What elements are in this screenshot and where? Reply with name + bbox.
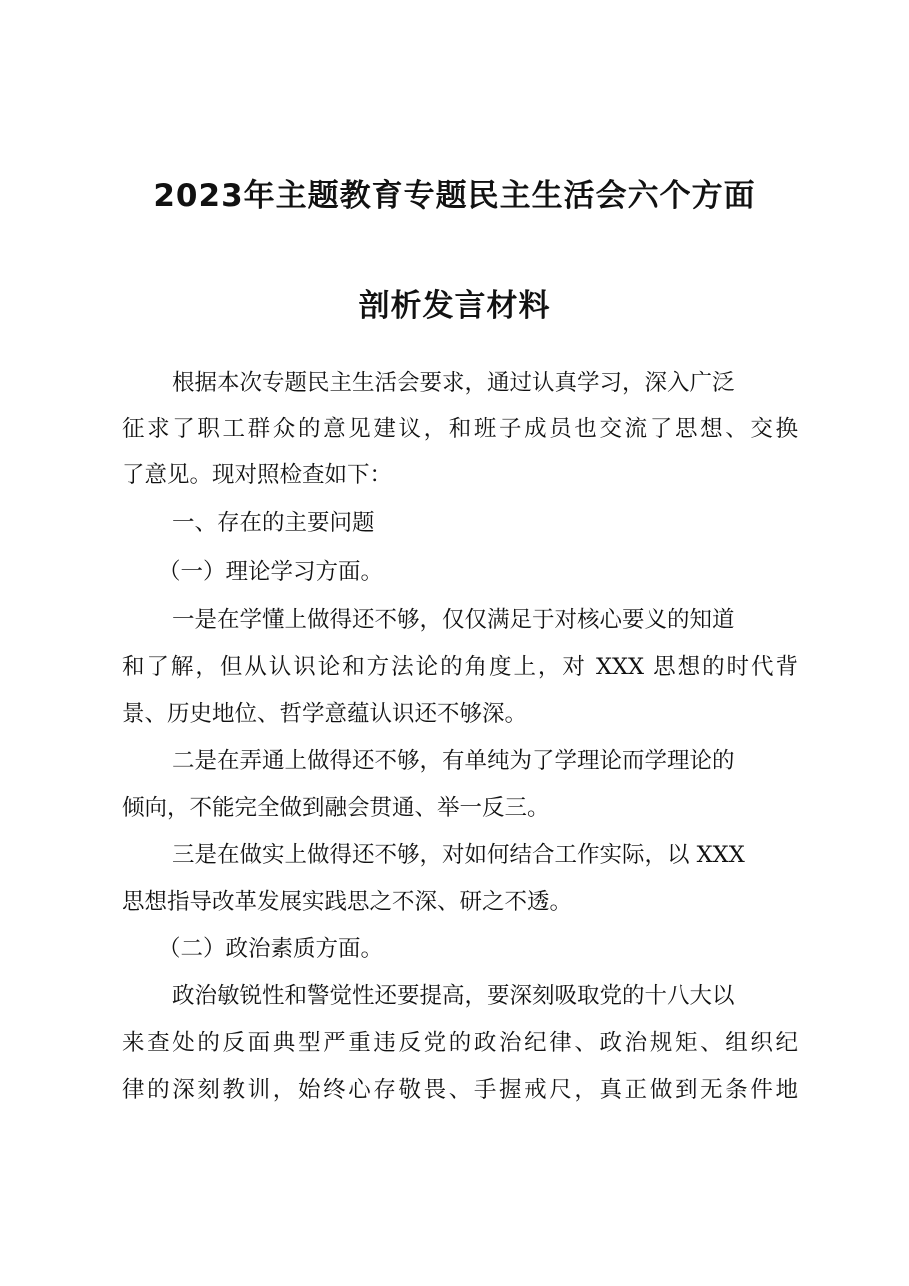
point1-line-3: 景、历史地位、哲学意蕴认识还不够深。 bbox=[122, 701, 528, 727]
point3-line-2: 思想指导改革发展实践思之不深、研之不透。 bbox=[122, 889, 573, 915]
intro-line-2: 征求了职工群众的意见建议，和班子成员也交流了思想、交换 bbox=[122, 416, 798, 442]
point4-line-3: 律的深刻教训，始终心存敬畏、手握戒尺，真正做到无条件地 bbox=[122, 1077, 798, 1103]
document-title-line1: 2023年主题教育专题民主生活会六个方面 bbox=[153, 178, 756, 214]
point4-line-1: 政治敏锐性和警觉性还要提高，要深刻吸取党的十八大以 bbox=[172, 983, 735, 1009]
document-title-line2: 剖析发言材料 bbox=[358, 288, 551, 324]
subsection-heading-1: （一）理论学习方面。 bbox=[158, 559, 384, 585]
intro-line-1: 根据本次专题民主生活会要求，通过认真学习，深入广泛 bbox=[172, 370, 735, 396]
point1-line-2: 和了解，但从认识论和方法论的角度上，对 XXX 思想的时代背 bbox=[122, 654, 798, 680]
point1-line-1: 一是在学懂上做得还不够，仅仅满足于对核心要义的知道 bbox=[172, 607, 735, 633]
subsection-heading-2: （二）政治素质方面。 bbox=[158, 936, 384, 962]
section-heading: 一、存在的主要问题 bbox=[172, 510, 375, 536]
point2-line-1: 二是在弄通上做得还不够，有单纯为了学理论而学理论的 bbox=[172, 748, 735, 774]
point4-line-2: 来查处的反面典型严重违反党的政治纪律、政治规矩、组织纪 bbox=[122, 1030, 798, 1056]
intro-line-3: 了意见。现对照检查如下： bbox=[122, 462, 393, 488]
point3-line-1: 三是在做实上做得还不够，对如何结合工作实际，以 XXX bbox=[172, 842, 745, 868]
point2-line-2: 倾向，不能完全做到融会贯通、举一反三。 bbox=[122, 795, 550, 821]
